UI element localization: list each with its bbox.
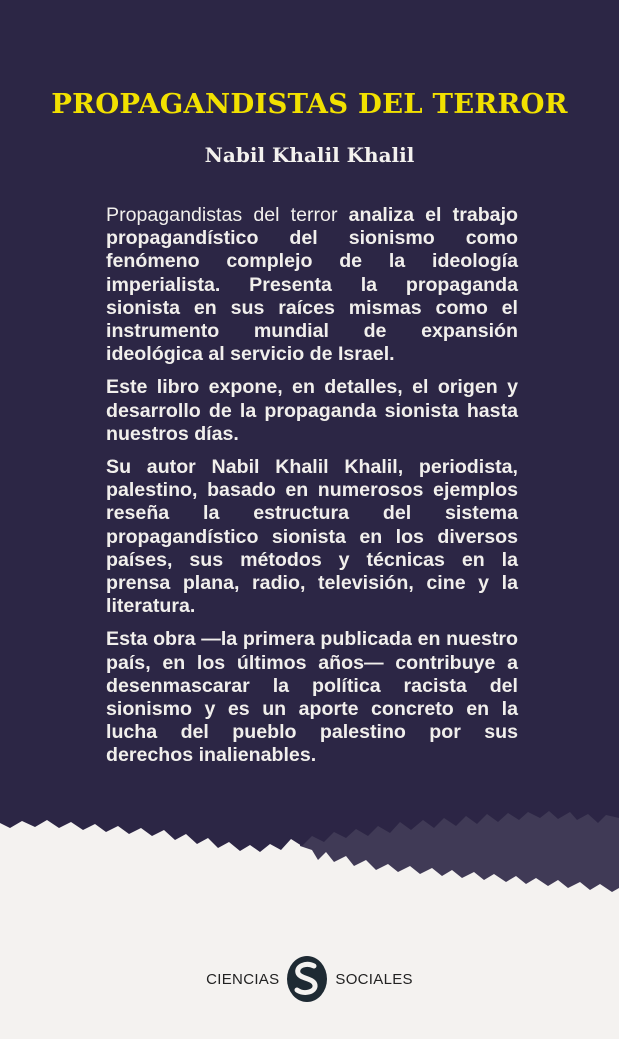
synopsis	[106, 204, 518, 778]
ciencias-sociales-logo-icon	[284, 954, 330, 1004]
synopsis-paragraph	[106, 204, 518, 366]
publisher-mark	[0, 954, 619, 1004]
author-name: Nabil Khalil Khalil	[204, 143, 415, 167]
synopsis-paragraph: Esta obra —la primera publicada en nuestro país, en los últimos años— contribuye a desenmascarar la política racista del sionismo y es un aporte concreto en la lucha del pueblo palestino por sus derechos inalienables.	[106, 628, 518, 767]
publisher-word-left: CIENCIAS	[206, 970, 280, 988]
publisher-word-right: SOCIALES	[335, 970, 413, 988]
book-title: PROPAGANDISTAS DEL TERROR	[51, 88, 568, 120]
synopsis-paragraph: Este libro expone, en detalles, el origen y desarrollo de la propaganda sionista hasta nuestros días.	[106, 376, 518, 445]
synopsis-text: analiza el trabajo propagandístico del sionismo como fenómeno complejo de la ideología imperialista. Presenta la propaganda sionista en sus raíces mismas como el instrumento mundial de expansión ideológica al servicio de Israel.	[106, 204, 518, 366]
synopsis-lead: Propagandistas del terror	[106, 204, 338, 226]
synopsis-paragraph: Su autor Nabil Khalil Khalil, periodista, palestino, basado en numerosos ejemplos reseña la estructura del sistema propagandístico sionista en los diversos países, sus métodos y técnicas en la prensa plana, radio, televisión, cine y la literatura.	[106, 456, 518, 618]
